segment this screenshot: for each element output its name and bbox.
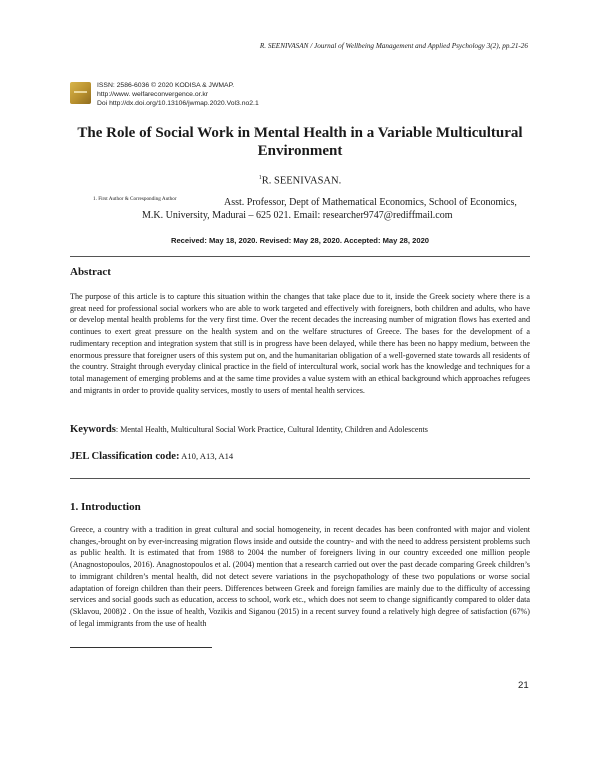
journal-url[interactable]: http://www. welfareconvergence.or.kr [97, 91, 209, 98]
introduction-heading: 1. Introduction [70, 501, 141, 513]
author-line [0, 175, 600, 187]
journal-info-lines [97, 81, 259, 108]
journal-info-block [70, 81, 259, 108]
jel-label: JEL Classification code: [70, 451, 180, 462]
affiliation-line-1: Asst. Professor, Dept of Mathematical Economics, School of Economics, [224, 197, 517, 208]
page-number: 21 [518, 680, 529, 691]
abstract-heading: Abstract [70, 266, 111, 278]
divider-bottom [70, 478, 530, 479]
introduction-body: Greece, a country with a tradition in great cultural and social homogeneity, in recent decades has been confronted with major and violent changes,-brought on by ever-increasing migration flows inside and outside the country- and with the need to address persistent problems such as public health. It is estimated that from 1988 to 2004 the number of foreigners living in our country exceeded one million people (Anagnostopoulos, 2016). Anagnostopoulos et al. (2004) mention that a research carried out over the past decade comparing Greek children’s to immigrant children’s mental health, did not detect severe variations in the psychopathology of these two populations or worse social adaptation of foreign children than their peers. Differences between Greek and foreign families are mainly due to the difficulty of accessing services and social goods such as education, access to school, work etc., which does not seem to change significantly compared to older data (Sklavou, 2008)2 . On the issue of health, Vozikis and Siganou (2015) in a recent survey found a relatively high degree of satisfaction (67%) of legal immigrants from the use of health [70, 525, 530, 628]
keywords-label: Keywords [70, 424, 116, 435]
author-name: R. SEENIVASAN. [261, 175, 342, 187]
keywords-separator: : [115, 425, 121, 434]
divider-top [70, 256, 530, 257]
keywords-text: Mental Health, Multicultural Social Work Practice, Cultural Identity, Children and Adolescents [120, 425, 428, 434]
footnote-divider [70, 647, 212, 648]
journal-logo-icon [70, 82, 91, 104]
submission-dates: Received: May 18, 2020. Revised: May 28, 2020. Accepted: May 28, 2020 [170, 236, 430, 245]
keywords-line [70, 424, 530, 435]
doi-line[interactable]: Doi http://dx.doi.org/10.13106/jwmap.2020.Vol3.no2.1 [97, 100, 259, 107]
jel-codes: A10, A13, A14 [179, 451, 234, 461]
title-line-1: The Role of Social Work in Mental Health in a Variable Multicultural [77, 125, 523, 141]
issn-line: ISSN: 2586-6036 © 2020 KODISA & JWMAP. [97, 82, 235, 89]
author-superscript: 1 [258, 175, 262, 181]
abstract-body: The purpose of this article is to capture this situation within the changes that take place due to it, inside the Greek society where there is a great need for professional social workers who are able to work targeted and effectively with foreigners, both children and adults, who have or develop mental health problems for the very first time. Over the recent decades the increasing number of migration flows has exerted and continues to exert great pressure on the health system and on the welfare structures of Greece. The bases for the development of a rudimentary reception and integration system that still is in progress have been delayed, while there has been no happy medium, between the enormous pressure that foreigner users of this system put on, and the humanitarian obligation of a well-governed state towards all residents of the country. Straight through everyday clinical practice in the field of intercultural work, social work has the knowledge and techniques for a total management of emerging problems and at the same time provides a value system with an ethical background which approaches refugees and migrants in order to provide quality services, mostly to users of mental health services. [70, 292, 530, 395]
title-line-2: Environment [257, 143, 343, 159]
paper-title [60, 124, 540, 160]
author-footnote-label: 1. First Author & Corresponding Author [93, 196, 177, 202]
affiliation-line-2: M.K. University, Madurai – 625 021. Email: researcher9747@rediffmail.com [142, 210, 453, 221]
running-header: R. SEENIVASAN / Journal of Wellbeing Management and Applied Psychology 3(2), pp.21-26 [259, 42, 528, 50]
jel-line [70, 451, 233, 462]
